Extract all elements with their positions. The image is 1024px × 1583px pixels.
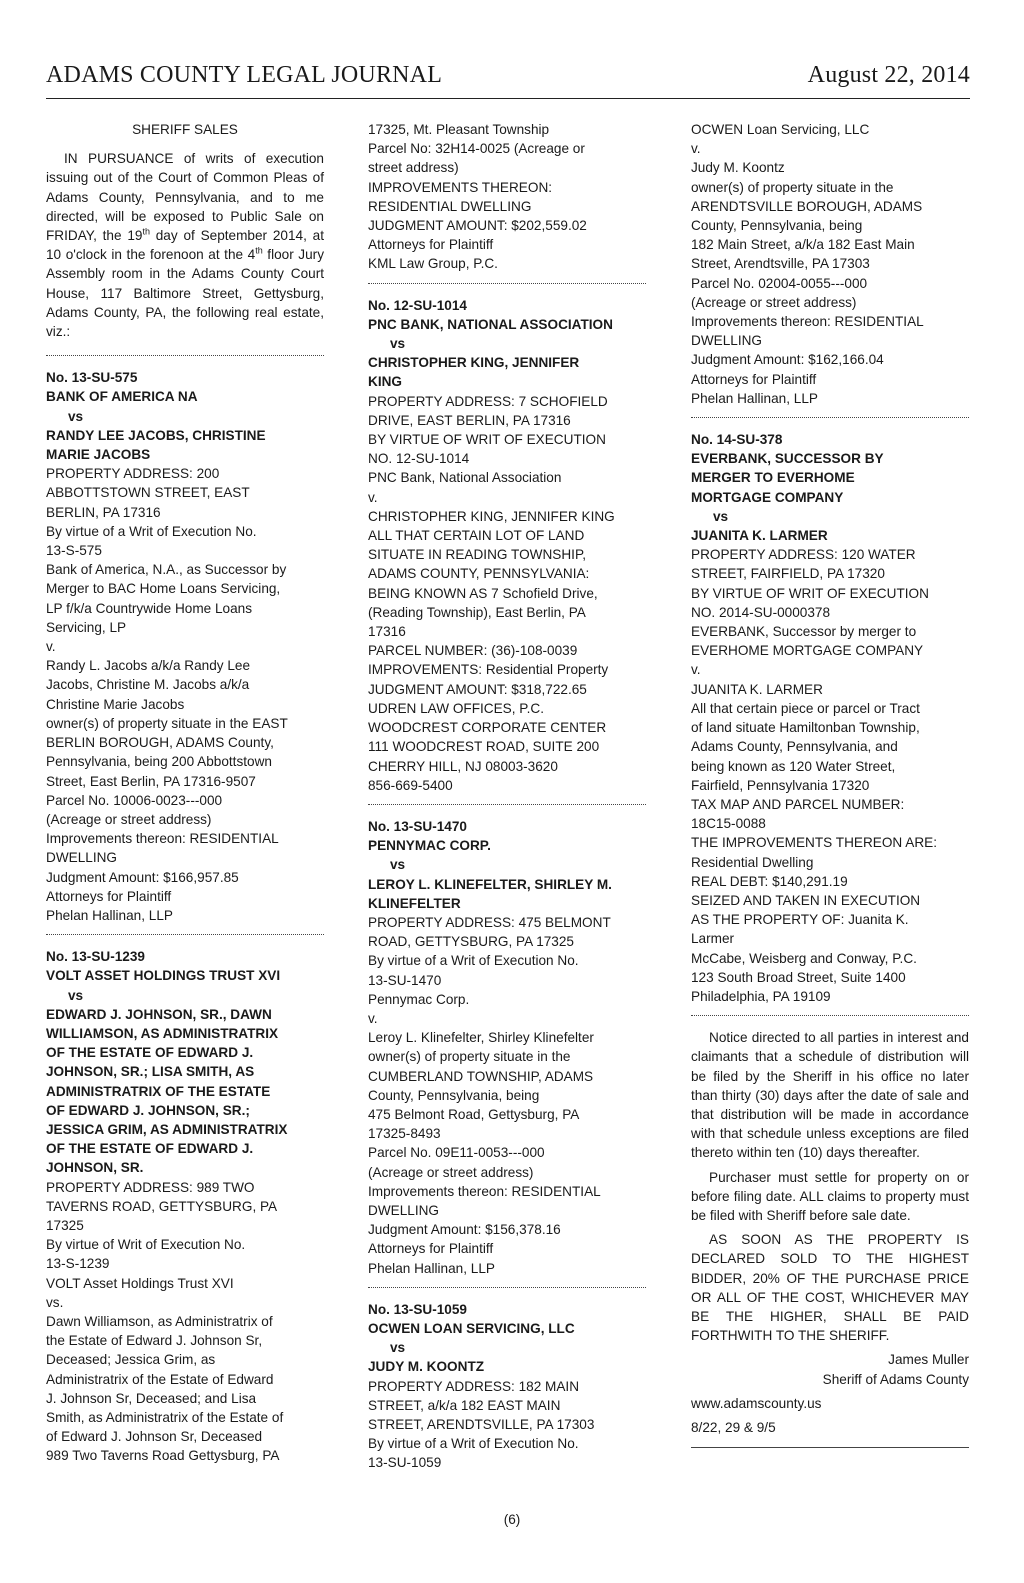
listing-line: Phelan Hallinan, LLP <box>691 390 818 406</box>
listing-line: v. <box>46 639 56 655</box>
case-heading-line: OF THE ESTATE OF EDWARD J. <box>46 1141 254 1157</box>
section-divider <box>368 1287 646 1288</box>
listing-line: Dawn Williamson, as Administratrix of <box>46 1313 273 1329</box>
case-heading-line: MORTGAGE COMPANY <box>691 489 844 505</box>
listing-line: NO. 2014-SU-0000378 <box>691 604 831 620</box>
listing-line: NO. 12-SU-1014 <box>368 451 470 467</box>
issue-date: August 22, 2014 <box>807 62 970 88</box>
journal-header <box>46 58 970 99</box>
publication-dates: 8/22, 29 & 9/5 <box>691 1420 776 1435</box>
column-3-listings <box>691 120 969 1016</box>
case-heading-line: ADMINISTRATRIX OF THE ESTATE <box>46 1083 271 1099</box>
listing-line: SITUATE IN READING TOWNSHIP, <box>368 547 587 563</box>
listing-line: PROPERTY ADDRESS: 7 SCHOFIELD <box>368 393 608 409</box>
listing-line: 13-SU-1470 <box>368 972 442 988</box>
listing-line: CHERRY HILL, NJ 08003-3620 <box>368 758 558 774</box>
versus-label: vs <box>68 987 84 1003</box>
listing-line: PROPERTY ADDRESS: 989 TWO <box>46 1179 255 1195</box>
case-heading-line: MARIE JACOBS <box>46 447 151 463</box>
listing-line: THE IMPROVEMENTS THEREON ARE: <box>691 835 937 851</box>
listing-line: Pennsylvania, being 200 Abbottstown <box>46 754 272 770</box>
listing-line: By virtue of a Writ of Execution No. <box>46 523 257 539</box>
listing-line: 111 WOODCREST ROAD, SUITE 200 <box>368 739 600 755</box>
listing-line: County, Pennsylvania, being <box>691 218 863 234</box>
listing-line: STREET, a/k/a 182 EAST MAIN <box>368 1397 561 1413</box>
listing-line: Judgment Amount: $156,378.16 <box>368 1222 561 1238</box>
listing-line: 182 Main Street, a/k/a 182 East Main <box>691 237 915 253</box>
listing-line: Merger to BAC Home Loans Servicing, <box>46 581 281 597</box>
listing-line: 475 Belmont Road, Gettysburg, PA <box>368 1106 580 1122</box>
listing-line: Parcel No: 32H14-0025 (Acreage or <box>368 141 585 157</box>
listing-line: EVERBANK, Successor by merger to <box>691 624 917 640</box>
case-heading-line: No. 13-SU-1059 <box>368 1301 467 1317</box>
section-divider <box>368 283 646 284</box>
listing-line: Parcel No. 09E11-0053---000 <box>368 1145 545 1161</box>
listing-line: STREET, ARENDTSVILLE, PA 17303 <box>368 1417 595 1432</box>
listing-line: Jacobs, Christine M. Jacobs a/k/a <box>46 677 250 693</box>
listing-line: Improvements thereon: RESIDENTIAL <box>368 1183 601 1199</box>
case-heading-line: JOHNSON, SR.; LISA SMITH, AS <box>46 1064 255 1080</box>
listing-line: being known as 120 Water Street, <box>691 758 896 774</box>
listing-line: STREET, FAIRFIELD, PA 17320 <box>691 566 885 582</box>
listing-line: Philadelphia, PA 19109 <box>691 988 831 1004</box>
intro-text-c: floor Jury Assembly room in the Adams County Court House, 117 Baltimore Street, Gettysburg, Adams County, PA, the following real estate, viz.: <box>46 247 324 340</box>
listing-line: BERLIN, PA 17316 <box>46 504 161 520</box>
listing-line: DWELLING <box>368 1202 440 1218</box>
listing-line: PROPERTY ADDRESS: 200 <box>46 466 220 482</box>
listing-line: Improvements thereon: RESIDENTIAL <box>691 314 924 330</box>
listing-line: LP f/k/a Countrywide Home Loans <box>46 600 253 616</box>
case-heading-line: JUANITA K. LARMER <box>691 528 828 544</box>
listing-line: Parcel No. 10006-0023---000 <box>46 792 223 808</box>
case-heading-line: BANK OF AMERICA NA <box>46 389 198 405</box>
listing-line: 856-669-5400 <box>368 777 453 793</box>
listing-line: 13-S-575 <box>46 543 102 559</box>
listing-line: DWELLING <box>46 850 118 866</box>
listing-line: DWELLING <box>691 333 763 349</box>
listing-line: Attorneys for Plaintiff <box>691 371 817 387</box>
listing-line: Fairfield, Pennsylvania 17320 <box>691 777 870 793</box>
listing-line: 13-S-1239 <box>46 1256 110 1272</box>
listing-line: owner(s) of property situate in the <box>691 179 894 195</box>
listing-line: By virtue of a Writ of Execution No. <box>368 953 579 969</box>
case-heading-line: OF EDWARD J. JOHNSON, SR.; <box>46 1102 250 1118</box>
listing-line: JUDGMENT AMOUNT: $318,722.65 <box>368 681 587 697</box>
listing-line: IMPROVEMENTS: Residential Property <box>368 662 609 678</box>
listing-line: Judgment Amount: $162,166.04 <box>691 352 884 368</box>
case-heading-line: JUDY M. KOONTZ <box>368 1359 485 1375</box>
listing-line: JUDGMENT AMOUNT: $202,559.02 <box>368 218 587 234</box>
column-1 <box>46 120 324 1466</box>
listing-line: Attorneys for Plaintiff <box>368 237 494 253</box>
listing-line: BY VIRTUE OF WRIT OF EXECUTION <box>368 432 606 448</box>
case-heading-line: No. 13-SU-1239 <box>46 949 145 965</box>
case-heading-line: WILLIAMSON, AS ADMINISTRATRIX <box>46 1025 279 1041</box>
listing-line: the Estate of Edward J. Johnson Sr, <box>46 1333 263 1349</box>
listing-line: 17325-8493 <box>368 1126 441 1142</box>
listing-line: BEING KNOWN AS 7 Schofield Drive, <box>368 585 598 601</box>
listing-line: v. <box>368 1010 378 1026</box>
versus-label: vs <box>390 336 406 352</box>
case-heading-line: EDWARD J. JOHNSON, SR., DAWN <box>46 1006 272 1022</box>
listing-line: Larmer <box>691 931 735 947</box>
section-divider <box>46 934 324 935</box>
case-heading-line: No. 13-SU-1470 <box>368 818 467 834</box>
case-heading-line: JESSICA GRIM, AS ADMINISTRATRIX <box>46 1121 288 1137</box>
section-divider <box>368 804 646 805</box>
listing-line: 17325, Mt. Pleasant Township <box>368 122 550 137</box>
column-1-listings <box>46 368 324 1465</box>
page-number: (6) <box>503 1512 521 1527</box>
case-heading-line: MERGER TO EVERHOME <box>691 470 855 486</box>
listing-line: Judy M. Koontz <box>691 160 785 176</box>
payment-notice: AS SOON AS THE PROPERTY IS DECLARED SOLD TO THE HIGHEST BIDDER, 20% OF THE PURCHASE PRICE OR ALL OF THE COST, WHICHEVER MAY BE THE HIGHER, SHALL BE PAID FORTHWITH TO THE SHERIFF. <box>691 1232 969 1344</box>
listing-line: Attorneys for Plaintiff <box>46 888 172 904</box>
listing-line: BERLIN BOROUGH, ADAMS County, <box>46 735 274 751</box>
intro-sup-b: th <box>255 245 263 256</box>
listing-line: Deceased; Jessica Grim, as <box>46 1352 216 1368</box>
listing-line: TAVERNS ROAD, GETTYSBURG, PA <box>46 1198 278 1214</box>
versus-label: vs <box>68 408 84 424</box>
intro-paragraph <box>46 149 324 341</box>
listing-line: Improvements thereon: RESIDENTIAL <box>46 831 279 847</box>
versus-label: vs <box>390 1340 406 1356</box>
column-2 <box>368 120 646 1473</box>
listing-line: By virtue of Writ of Execution No. <box>46 1237 246 1253</box>
listing-line: VOLT Asset Holdings Trust XVI <box>46 1275 234 1291</box>
listing-line: Bank of America, N.A., as Successor by <box>46 562 287 578</box>
listing-line: owner(s) of property situate in the <box>368 1049 571 1065</box>
listing-line: (Acreage or street address) <box>691 294 857 310</box>
closing-rule <box>691 1447 969 1448</box>
listing-line: vs. <box>46 1294 64 1310</box>
sheriff-sales-heading: SHERIFF SALES <box>132 122 238 137</box>
listing-line: CHRISTOPHER KING, JENNIFER KING <box>368 508 615 524</box>
case-heading-line: No. 14-SU-378 <box>691 432 783 448</box>
listing-line: ADAMS COUNTY, PENNSYLVANIA: <box>368 566 590 582</box>
listing-line: DRIVE, EAST BERLIN, PA 17316 <box>368 412 571 428</box>
case-heading-line: VOLT ASSET HOLDINGS TRUST XVI <box>46 968 281 984</box>
listing-line: (Acreage or street address) <box>368 1164 534 1180</box>
listing-line: v. <box>691 141 701 157</box>
listing-line: ROAD, GETTYSBURG, PA 17325 <box>368 934 574 950</box>
listing-line: AS THE PROPERTY OF: Juanita K. <box>691 912 909 928</box>
section-divider <box>46 355 324 356</box>
listing-line: PNC Bank, National Association <box>368 470 562 486</box>
listing-line: McCabe, Weisberg and Conway, P.C. <box>691 950 917 966</box>
case-heading-line: LEROY L. KLINEFELTER, SHIRLEY M. <box>368 876 612 892</box>
column-3 <box>691 120 969 1448</box>
listing-line: Street, East Berlin, PA 17316-9507 <box>46 773 256 789</box>
listing-line: Residential Dwelling <box>691 854 814 870</box>
listing-line: Leroy L. Klinefelter, Shirley Klinefelter <box>368 1030 594 1046</box>
listing-line: 17316 <box>368 624 406 640</box>
distribution-notice: Notice directed to all parties in interest and claimants that a schedule of distribution will be filed by the Sheriff in his office no later than thirty (30) days after the date of sale and that distribution will be made in accordance with that schedule unless exceptions are filed thereto within ten (10) days thereafter. <box>691 1030 969 1161</box>
listing-line: Christine Marie Jacobs <box>46 696 185 712</box>
listing-line: County, Pennsylvania, being <box>368 1087 540 1103</box>
listing-line: UDREN LAW OFFICES, P.C. <box>368 700 544 716</box>
listing-line: ABBOTTSTOWN STREET, EAST <box>46 485 250 501</box>
listing-line: (Reading Township), East Berlin, PA <box>368 604 586 620</box>
case-heading-line: KLINEFELTER <box>368 895 461 911</box>
versus-label: vs <box>713 508 729 524</box>
listing-line: All that certain piece or parcel or Tract <box>691 700 920 716</box>
listing-line: 17325 <box>46 1217 84 1233</box>
section-divider <box>691 1015 969 1016</box>
settlement-notice: Purchaser must settle for property on or before filing date. ALL claims to property must be filed with Sheriff before sale date. <box>691 1169 969 1223</box>
listing-line: ARENDTSVILLE BOROUGH, ADAMS <box>691 198 923 214</box>
intro-sup-a: th <box>142 226 150 237</box>
listing-line: PROPERTY ADDRESS: 182 MAIN <box>368 1378 580 1394</box>
sheriff-title: Sheriff of Adams County <box>822 1371 969 1387</box>
listing-line: street address) <box>368 160 459 176</box>
listing-line: of Edward J. Johnson Sr, Deceased <box>46 1429 263 1445</box>
case-heading-line: KING <box>368 374 402 390</box>
listing-line: KML Law Group, P.C. <box>368 256 498 272</box>
listing-line: JUANITA K. LARMER <box>691 681 823 697</box>
listing-line: RESIDENTIAL DWELLING <box>368 198 532 214</box>
section-divider <box>691 417 969 418</box>
county-website: www.adamscounty.us <box>691 1395 822 1411</box>
case-heading-line: PNC BANK, NATIONAL ASSOCIATION <box>368 316 613 332</box>
listing-line: v. <box>368 489 378 505</box>
listing-line: (Acreage or street address) <box>46 811 212 827</box>
column-2-listings <box>368 120 646 1473</box>
listing-line: By virtue of a Writ of Execution No. <box>368 1436 579 1452</box>
listing-line: EVERHOME MORTGAGE COMPANY <box>691 643 924 659</box>
listing-line: Randy L. Jacobs a/k/a Randy Lee <box>46 658 251 674</box>
listing-line: v. <box>691 662 701 678</box>
listing-line: OCWEN Loan Servicing, LLC <box>691 122 870 137</box>
listing-line: Street, Arendtsville, PA 17303 <box>691 256 870 272</box>
listing-line: IMPROVEMENTS THEREON: <box>368 179 553 195</box>
listing-line: PARCEL NUMBER: (36)-108-0039 <box>368 643 578 659</box>
listing-line: owner(s) of property situate in the EAST <box>46 715 288 731</box>
case-heading-line: EVERBANK, SUCCESSOR BY <box>691 451 884 467</box>
listing-line: ALL THAT CERTAIN LOT OF LAND <box>368 528 585 544</box>
listing-line: 989 Two Taverns Road Gettysburg, PA <box>46 1448 280 1464</box>
journal-title: ADAMS COUNTY LEGAL JOURNAL <box>46 62 443 88</box>
listing-line: CUMBERLAND TOWNSHIP, ADAMS <box>368 1068 594 1084</box>
listing-line: Attorneys for Plaintiff <box>368 1241 494 1257</box>
listing-line: Adams County, Pennsylvania, and <box>691 739 898 755</box>
listing-line: 18C15-0088 <box>691 816 766 832</box>
listing-line: PROPERTY ADDRESS: 120 WATER <box>691 547 916 563</box>
listing-line: Administratrix of the Estate of Edward <box>46 1371 274 1387</box>
listing-line: Servicing, LP <box>46 619 127 635</box>
case-heading-line: PENNYMAC CORP. <box>368 838 491 854</box>
case-heading-line: OF THE ESTATE OF EDWARD J. <box>46 1045 254 1061</box>
listing-line: Smith, as Administratrix of the Estate of <box>46 1410 284 1425</box>
sheriff-name: James Muller <box>888 1352 969 1368</box>
listing-line: Parcel No. 02004-0055---000 <box>691 275 868 291</box>
listing-line: of land situate Hamiltonban Township, <box>691 720 920 736</box>
listing-line: Judgment Amount: $166,957.85 <box>46 869 239 885</box>
case-heading-line: No. 12-SU-1014 <box>368 297 467 313</box>
case-heading-line: JOHNSON, SR. <box>46 1160 144 1176</box>
case-heading-line: No. 13-SU-575 <box>46 370 138 386</box>
intro-text-a: IN PURSUANCE of writs of execution issuing out of the Court of Common Pleas of Adams County, Pennsylvania, and to me directed, will be exposed to Public Sale on FRIDAY, the 19 <box>46 151 324 244</box>
listing-line: SEIZED AND TAKEN IN EXECUTION <box>691 892 921 908</box>
listing-line: Phelan Hallinan, LLP <box>368 1260 495 1276</box>
listing-line: REAL DEBT: $140,291.19 <box>691 873 848 889</box>
listing-line: WOODCREST CORPORATE CENTER <box>368 720 607 736</box>
listing-line: TAX MAP AND PARCEL NUMBER: <box>691 796 905 812</box>
case-heading-line: RANDY LEE JACOBS, CHRISTINE <box>46 427 266 443</box>
listing-line: PROPERTY ADDRESS: 475 BELMONT <box>368 914 611 930</box>
case-heading-line: OCWEN LOAN SERVICING, LLC <box>368 1320 575 1336</box>
case-heading-line: CHRISTOPHER KING, JENNIFER <box>368 355 580 371</box>
versus-label: vs <box>390 857 406 873</box>
listing-line: Pennymac Corp. <box>368 991 470 1007</box>
listing-line: J. Johnson Sr, Deceased; and Lisa <box>46 1390 257 1406</box>
listing-line: 123 South Broad Street, Suite 1400 <box>691 969 906 985</box>
listing-line: 13-SU-1059 <box>368 1455 442 1471</box>
listing-line: BY VIRTUE OF WRIT OF EXECUTION <box>691 585 929 601</box>
listing-line: Phelan Hallinan, LLP <box>46 907 173 923</box>
intro-text-b: day of September 2014, at 10 o'clock in the forenoon at the 4 <box>46 228 324 263</box>
